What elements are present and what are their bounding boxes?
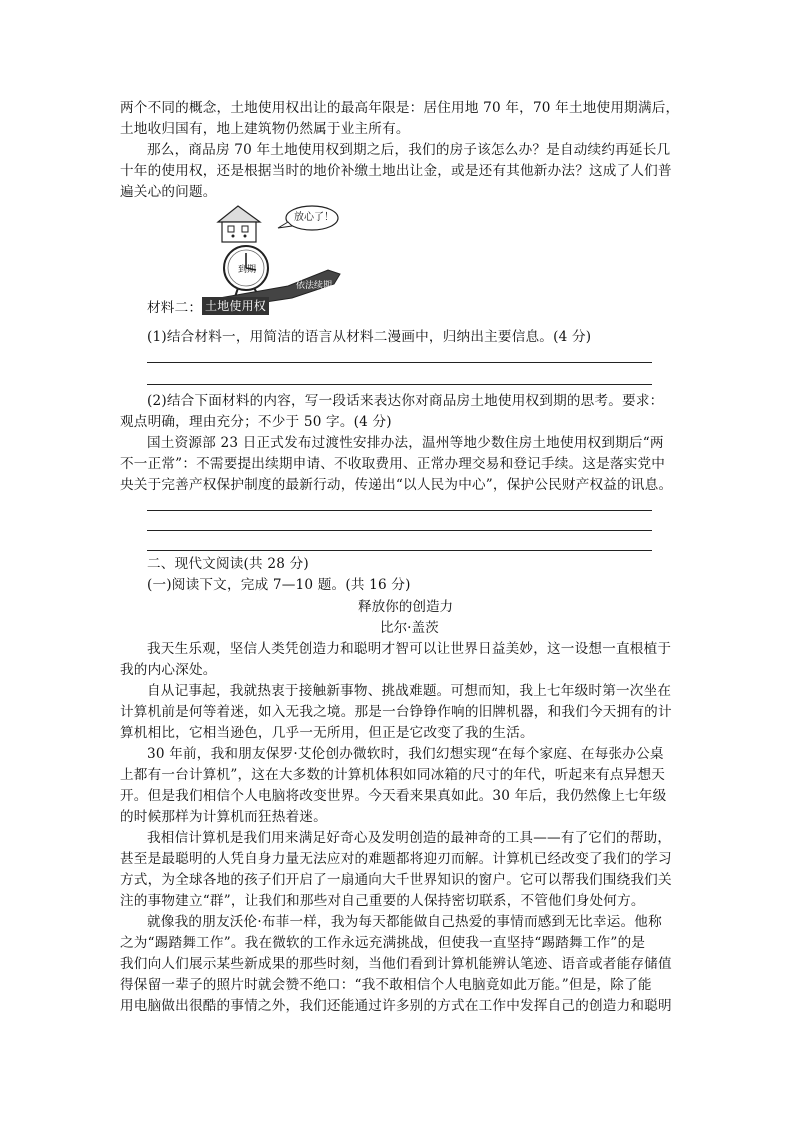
speech-bubble-text: 放心了！ xyxy=(294,212,334,223)
article-line: 就像我的朋友沃伦·布菲一样，我为每天都能做自己热爱的事情而感到无比幸运。他称 xyxy=(147,914,662,930)
cartoon-drawing xyxy=(208,200,358,312)
material-text: 国土资源部 23 日正式发布过渡性安排办法，温州等地少数住房土地使用权到期后“两 xyxy=(147,435,664,451)
text-line: 两个不同的概念，土地使用权出让的最高年限是：居住用地 70 年，70 年土地使用期满后， xyxy=(120,100,680,116)
article-line: 得保留一辈子的照片时就会赞不绝口：“我不敢相信个人电脑竟如此万能。”但是，除了能 xyxy=(120,977,652,993)
section-heading: 二、现代文阅读(共 28 分) xyxy=(147,556,309,572)
article-line: 我相信计算机是我们用来满足好奇心及发明创造的最神奇的工具——有了它们的帮助， xyxy=(147,830,672,846)
answer-line[interactable] xyxy=(147,384,652,385)
clock-label: 到期 xyxy=(238,265,257,275)
article-line: 我天生乐观，坚信人类凭创造力和聪明才智可以让世界日益美妙，这一设想一直根植于 xyxy=(147,641,672,657)
question-2: 观点明确，理由充分；不少于 50 字。(4 分) xyxy=(120,414,392,430)
article-line: 之为“踢踏舞工作”。我在微软的工作永远充满挑战，但使我一直坚持“踢踏舞工作”的是 xyxy=(120,935,646,951)
text-line: 土地收归国有，地上建筑物仍然属于业主所有。 xyxy=(120,121,410,137)
article-line: 算机相比，它相当逊色，几乎一无所用，但正是它改变了我的生活。 xyxy=(120,725,534,741)
pillar-label: 依法续期 xyxy=(296,281,333,291)
text-line: 十年的使用权，还是根据当时的地价补缴土地出让金，或是还有其他新办法？这成了人们普 xyxy=(120,163,672,179)
article-line: 注的事物建立“群”，让我们和那些对自己重要的人保持密切联系，不管他们身处何方。 xyxy=(120,893,645,909)
answer-line[interactable] xyxy=(147,530,652,531)
material-text: 央关于完善产权保护制度的最新行动，传递出“以人民为中心”，保护公民财产权益的讯息。 xyxy=(120,477,673,493)
arrow-label: 土地使用权 xyxy=(202,297,269,315)
material-text: 不一正常”：不需要提出续期申请、不收取费用、正常办理交易和登记手续。这是落实党中 xyxy=(120,456,666,472)
question-1: (1)结合材料一，用简洁的语言从材料二漫画中，归纳出主要信息。(4 分) xyxy=(147,329,592,345)
article-line: 的时候那样为计算机而狂热着迷。 xyxy=(120,809,327,825)
article-line: 开。但是我们相信个人电脑将改变世界。今天看来果真如此。30 年后，我仍然像上七年级 xyxy=(120,788,667,804)
article-line: 30 年前，我和朋友保罗·艾伦创办微软时，我们幻想实现“在每个家庭、在每张办公桌 xyxy=(147,746,664,762)
material-2-label: 材料二： xyxy=(147,300,203,316)
article-line: 甚至是最聪明的人凭自身力量无法应对的难题都将迎刃而解。计算机已经改变了我们的学习 xyxy=(120,851,672,867)
article-line: 用电脑做出很酷的事情之外，我们还能通过许多别的方式在工作中发挥自己的创造力和聪明 xyxy=(120,998,672,1014)
article-line: 自从记事起，我就热衷于接触新事物、挑战难题。可想而知，我上七年级时第一次坐在 xyxy=(147,683,672,699)
article-title: 释放你的创造力 xyxy=(358,599,454,615)
answer-line[interactable] xyxy=(147,550,652,551)
subsection-heading: (一)阅读下文，完成 7—10 题。(共 16 分) xyxy=(147,577,411,593)
article-line: 我们向人们展示某些新成果的那些时刻，当他们看到计算机能辨认笔迹、语音或者能存储值 xyxy=(120,956,672,972)
answer-line[interactable] xyxy=(147,362,652,363)
article-line: 上都有一台计算机”，这在大多数的计算机体积如同冰箱的尺寸的年代，听起来有点异想天 xyxy=(120,767,666,783)
article-line: 方式，为全球各地的孩子们开启了一扇通向大千世界知识的窗户。它可以帮我们围绕我们关 xyxy=(120,872,672,888)
article-line: 我的内心深处。 xyxy=(120,662,217,678)
article-author: 比尔·盖茨 xyxy=(380,620,439,636)
article-line: 计算机前是何等着迷，如入无我之境。那是一台铮铮作响的旧牌机器，和我们今天拥有的计 xyxy=(120,704,672,720)
text-line: 那么，商品房 70 年土地使用权到期之后，我们的房子该怎么办？是自动续约再延长几 xyxy=(147,142,671,158)
cartoon-illustration xyxy=(208,200,358,312)
text-line: 遍关心的问题。 xyxy=(120,184,217,200)
answer-line[interactable] xyxy=(147,510,652,511)
question-2: (2)结合下面材料的内容，写一段话来表达你对商品房土地使用权到期的思考。要求： xyxy=(147,393,664,409)
